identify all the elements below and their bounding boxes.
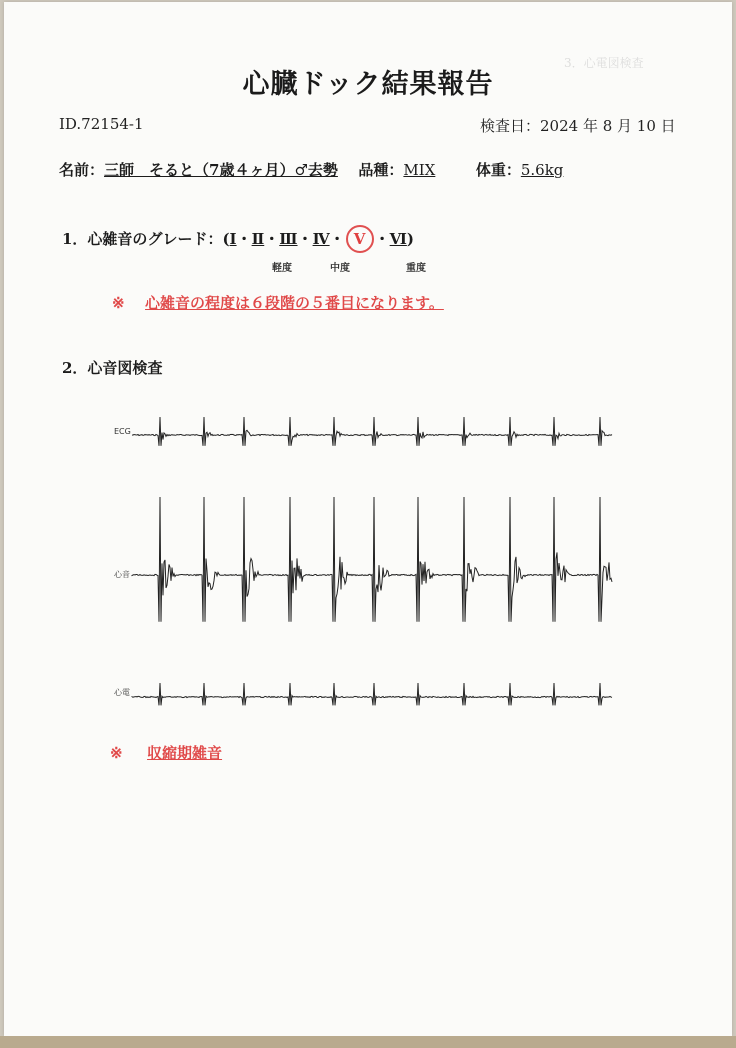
murmur-note — [112, 292, 444, 313]
murmur-heading: 1．心雑音のグレード：( — [62, 230, 230, 248]
severity-severe: 重度 — [406, 263, 426, 274]
note-mark: ※ — [112, 294, 125, 312]
page-title: 心臓ドック結果報告 — [242, 69, 494, 100]
report-page — [4, 2, 732, 1036]
grade-sep: ・ — [264, 230, 280, 248]
ghost-header: 3．心電図検査 — [564, 56, 644, 70]
grade-1: Ⅰ — [229, 230, 237, 248]
note2-mark: ※ — [110, 744, 123, 762]
patient-info — [59, 159, 563, 180]
grade-5-selected: Ⅴ — [346, 225, 374, 253]
severity-moderate: 中度 — [330, 263, 350, 274]
severity-mild: 軽度 — [272, 263, 292, 274]
weight-label: 体重： — [475, 161, 521, 179]
weight-value: 5.6kg — [520, 161, 564, 179]
grade-close: ) — [406, 230, 414, 248]
patient-id: ID.72154-1 — [59, 115, 144, 133]
breed-value: MIX — [403, 161, 436, 179]
trace-label-ecg2: 心電 — [114, 688, 130, 697]
pcg-heading: 2．心音図検査 — [62, 359, 163, 377]
trace-top — [132, 417, 612, 446]
systolic-murmur-note — [110, 742, 222, 763]
grade-sep: ・ — [236, 230, 252, 248]
exam-date: 検査日：2024 年 8 月 10 日 — [480, 117, 676, 135]
trace-label-pcg: 心音 — [114, 570, 130, 579]
trace-bottom — [132, 683, 612, 705]
grade-6: Ⅵ — [389, 230, 407, 248]
grade-3: Ⅲ — [279, 230, 298, 248]
murmur-grade-line — [62, 225, 414, 253]
note-text: 心雑音の程度は６段階の５番目になります。 — [145, 294, 444, 312]
breed-label: 品種： — [358, 161, 404, 179]
note2-text: 収縮期雑音 — [147, 744, 223, 762]
name-label: 名前： — [59, 161, 105, 179]
grade-2: Ⅱ — [251, 230, 265, 248]
grade-4: Ⅳ — [312, 230, 330, 248]
trace-middle — [132, 497, 612, 622]
trace-labels — [114, 427, 131, 697]
grade-sep: ・ — [329, 230, 345, 248]
name-value: 三師 そると（7歳４ヶ月）♂去勢 — [104, 161, 338, 179]
grade-sep: ・ — [374, 230, 390, 248]
phonocardiogram — [112, 397, 622, 727]
table-surface — [0, 1036, 736, 1048]
trace-label-ecg: ECG — [114, 427, 131, 436]
grade-sep: ・ — [297, 230, 313, 248]
